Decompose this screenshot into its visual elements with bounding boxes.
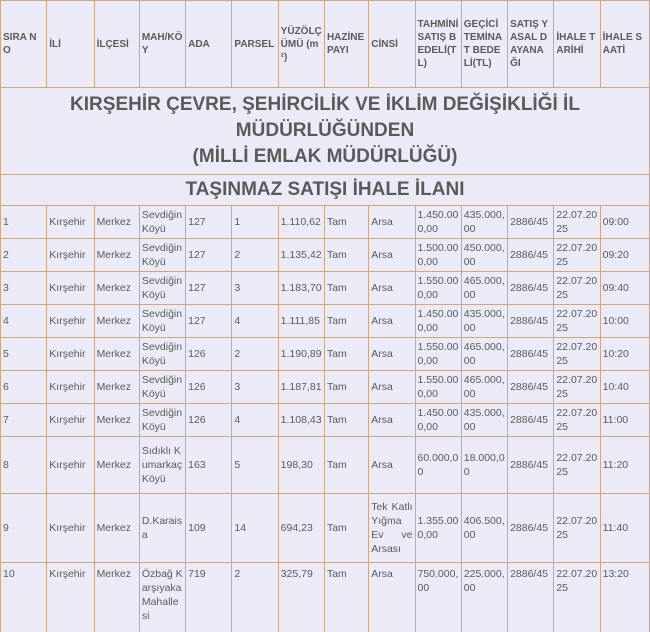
table-cell: 719: [186, 563, 232, 632]
subtitle-row: [1, 175, 650, 206]
table-cell: 10:00: [600, 305, 649, 338]
table-cell: 4: [232, 305, 278, 338]
table-cell: Kırşehir: [47, 563, 94, 632]
table-cell: 2: [1, 239, 47, 272]
table-cell: Kırşehir: [47, 206, 94, 239]
table-cell: Tam: [324, 239, 368, 272]
table-row: [1, 305, 650, 338]
table-cell: 22.07.2025: [554, 404, 600, 437]
table-cell: 2886/45: [508, 338, 554, 371]
table-cell: 8: [1, 437, 47, 494]
table-cell: Sevdiğin Köyü: [139, 206, 185, 239]
table-row: [1, 239, 650, 272]
table-cell: 325,79: [278, 563, 324, 632]
table-cell: 1.500.000,00: [415, 239, 461, 272]
table-cell: 22.07.2025: [554, 563, 600, 632]
table-cell: Kırşehir: [47, 404, 94, 437]
table-row: [1, 206, 650, 239]
table-row: [1, 371, 650, 404]
table-cell: 4: [232, 404, 278, 437]
table-cell: 9: [1, 494, 47, 563]
table-cell: Sıdıklı Kumarkaç Köyü: [139, 437, 185, 494]
table-cell: 60.000,00: [415, 437, 461, 494]
table-cell: Sevdiğin Köyü: [139, 371, 185, 404]
col-header-sira-no: SIRA NO: [1, 1, 47, 88]
table-cell: Merkez: [94, 206, 139, 239]
table-cell: 14: [232, 494, 278, 563]
table-cell: Arsa: [369, 563, 415, 632]
table-cell: Arsa: [369, 206, 415, 239]
table-cell: 450.000,00: [461, 239, 507, 272]
table-cell: 1.450.000,00: [415, 206, 461, 239]
table-cell: 1.450.000,00: [415, 305, 461, 338]
table-cell: 1: [232, 206, 278, 239]
table-cell: Tam: [324, 272, 368, 305]
table-cell: 2886/45: [508, 305, 554, 338]
table-cell: 5: [1, 338, 47, 371]
table-cell: 1.550.000,00: [415, 371, 461, 404]
table-row: [1, 563, 650, 632]
col-header-gecici-teminat: GEÇİCİ TEMİNAT BEDELİ(TL): [461, 1, 507, 88]
table-cell: 22.07.2025: [554, 437, 600, 494]
table-cell: 694,23: [278, 494, 324, 563]
table-cell: 126: [186, 338, 232, 371]
table-cell: Sevdiğin Köyü: [139, 338, 185, 371]
table-cell: 2886/45: [508, 272, 554, 305]
table-cell: 126: [186, 371, 232, 404]
table-cell: 13:20: [600, 563, 649, 632]
table-cell: 2886/45: [508, 239, 554, 272]
table-cell: Sevdiğin Köyü: [139, 404, 185, 437]
col-header-tahmini-bedel: TAHMİNİ SATIŞ BEDELİ(TL): [415, 1, 461, 88]
table-cell: Tam: [324, 371, 368, 404]
table-cell: 127: [186, 305, 232, 338]
table-cell: 22.07.2025: [554, 239, 600, 272]
table-cell: 2886/45: [508, 494, 554, 563]
title-line-2: (MİLLİ EMLAK MÜDÜRLÜĞÜ): [192, 146, 458, 167]
table-cell: Kırşehir: [47, 494, 94, 563]
table-cell: 435.000,00: [461, 404, 507, 437]
table-cell: 1.190,89: [278, 338, 324, 371]
table-cell: 1.550.000,00: [415, 338, 461, 371]
table-cell: 2886/45: [508, 404, 554, 437]
table-cell: 18.000,00: [461, 437, 507, 494]
table-cell: 127: [186, 272, 232, 305]
table-cell: 22.07.2025: [554, 206, 600, 239]
table-cell: 127: [186, 239, 232, 272]
table-cell: 11:00: [600, 404, 649, 437]
table-cell: Sevdiğin Köyü: [139, 305, 185, 338]
table-cell: Kırşehir: [47, 272, 94, 305]
table-cell: Arsa: [369, 371, 415, 404]
table-cell: Merkez: [94, 437, 139, 494]
table-cell: 22.07.2025: [554, 494, 600, 563]
table-cell: 10:20: [600, 338, 649, 371]
table-cell: Tam: [324, 305, 368, 338]
col-header-parsel: PARSEL: [232, 1, 278, 88]
table-cell: 10: [1, 563, 47, 632]
table-cell: 3: [1, 272, 47, 305]
col-header-cinsi: CİNSİ: [369, 1, 415, 88]
table-cell: 2: [232, 338, 278, 371]
table-cell: 3: [232, 371, 278, 404]
table-cell: 465.000,00: [461, 338, 507, 371]
table-cell: Tam: [324, 563, 368, 632]
table-cell: Sevdiğin Köyü: [139, 272, 185, 305]
col-header-ili: İLİ: [47, 1, 94, 88]
page-title: [1, 88, 650, 175]
table-cell: 7: [1, 404, 47, 437]
table-cell: 435.000,00: [461, 206, 507, 239]
table-cell: 22.07.2025: [554, 371, 600, 404]
table-cell: 09:40: [600, 272, 649, 305]
table-cell: 11:20: [600, 437, 649, 494]
title-line-1: KIRŞEHİR ÇEVRE, ŞEHİRCİLİK VE İKLİM DEĞİŞİKLİĞİ İL MÜDÜRLÜĞÜNDEN: [70, 94, 580, 141]
col-header-yuzolcumu: YÜZÖLÇÜMÜ (m²): [278, 1, 324, 88]
table-cell: 1: [1, 206, 47, 239]
table-cell: 09:20: [600, 239, 649, 272]
table-cell: 22.07.2025: [554, 272, 600, 305]
table-row: [1, 404, 650, 437]
table-cell: Arsa: [369, 437, 415, 494]
col-header-hazine-payi: HAZİNE PAYI: [324, 1, 368, 88]
table-cell: 1.110,62: [278, 206, 324, 239]
table-cell: 406.500,00: [461, 494, 507, 563]
table-cell: Tam: [324, 338, 368, 371]
table-cell: Tam: [324, 437, 368, 494]
table-cell: 1.187,81: [278, 371, 324, 404]
table-cell: 3: [232, 272, 278, 305]
table-cell: Tam: [324, 494, 368, 563]
col-header-yasal-dayanak: SATIŞ YASAL DAYANAĞI: [508, 1, 554, 88]
table-row: [1, 494, 650, 563]
table-cell: 22.07.2025: [554, 338, 600, 371]
table-cell: 127: [186, 206, 232, 239]
table-cell: 225.000,00: [461, 563, 507, 632]
table-cell: 10:40: [600, 371, 649, 404]
table-cell: 1.450.000,00: [415, 404, 461, 437]
col-header-ihale-saati: İHALE SAATİ: [600, 1, 649, 88]
table-cell: Sevdiğin Köyü: [139, 239, 185, 272]
table-cell: 1.111,85: [278, 305, 324, 338]
table-cell: Merkez: [94, 305, 139, 338]
table-cell: 5: [232, 437, 278, 494]
table-cell: 2886/45: [508, 206, 554, 239]
table-cell: 6: [1, 371, 47, 404]
table-cell: Tek Katlı Yığma Ev ve Arsası: [369, 494, 415, 563]
table-cell: 22.07.2025: [554, 305, 600, 338]
table-cell: 2886/45: [508, 437, 554, 494]
table-cell: 09:00: [600, 206, 649, 239]
table-cell: Kırşehir: [47, 338, 94, 371]
table-row: [1, 437, 650, 494]
table-cell: Arsa: [369, 239, 415, 272]
table-cell: Arsa: [369, 305, 415, 338]
table-cell: 435.000,00: [461, 305, 507, 338]
table-cell: Arsa: [369, 404, 415, 437]
table-cell: 163: [186, 437, 232, 494]
table-cell: 109: [186, 494, 232, 563]
col-header-ilcesi: İLÇESİ: [94, 1, 139, 88]
table-cell: Arsa: [369, 338, 415, 371]
table-cell: 2: [232, 563, 278, 632]
table-cell: Kırşehir: [47, 305, 94, 338]
page-subtitle: TAŞINMAZ SATIŞI İHALE İLANI: [1, 175, 650, 206]
table-cell: 1.135,42: [278, 239, 324, 272]
table-cell: Kırşehir: [47, 371, 94, 404]
table-cell: Merkez: [94, 494, 139, 563]
table-cell: Tam: [324, 404, 368, 437]
table-row: [1, 272, 650, 305]
title-row: [1, 88, 650, 175]
table-cell: Özbağ Karşıyaka Mahallesi: [139, 563, 185, 632]
table-cell: Arsa: [369, 272, 415, 305]
table-row: [1, 338, 650, 371]
col-header-mah-koy: MAH/KÖY: [139, 1, 185, 88]
table-cell: 4: [1, 305, 47, 338]
table-cell: 2: [232, 239, 278, 272]
table-cell: Tam: [324, 206, 368, 239]
table-cell: Kırşehir: [47, 239, 94, 272]
table-cell: Merkez: [94, 272, 139, 305]
table-cell: Merkez: [94, 338, 139, 371]
col-header-ada: ADA: [186, 1, 232, 88]
table-cell: D.Karaisa: [139, 494, 185, 563]
col-header-ihale-tarihi: İHALE TARİHİ: [554, 1, 600, 88]
column-header-row: [1, 1, 650, 88]
table-cell: 11:40: [600, 494, 649, 563]
table-cell: Merkez: [94, 239, 139, 272]
table-cell: 1.355.000,00: [415, 494, 461, 563]
table-cell: 750.000,00: [415, 563, 461, 632]
table-cell: 2886/45: [508, 371, 554, 404]
table-cell: 2886/45: [508, 563, 554, 632]
table-cell: Merkez: [94, 404, 139, 437]
table-cell: 126: [186, 404, 232, 437]
table-cell: Merkez: [94, 371, 139, 404]
table-cell: 1.550.000,00: [415, 272, 461, 305]
table-cell: 465.000,00: [461, 272, 507, 305]
table-cell: 1.183,70: [278, 272, 324, 305]
table-cell: Kırşehir: [47, 437, 94, 494]
table-cell: Merkez: [94, 563, 139, 632]
table-cell: 198,30: [278, 437, 324, 494]
table-body: [1, 206, 650, 632]
table-cell: 465.000,00: [461, 371, 507, 404]
table-cell: 1.108,43: [278, 404, 324, 437]
